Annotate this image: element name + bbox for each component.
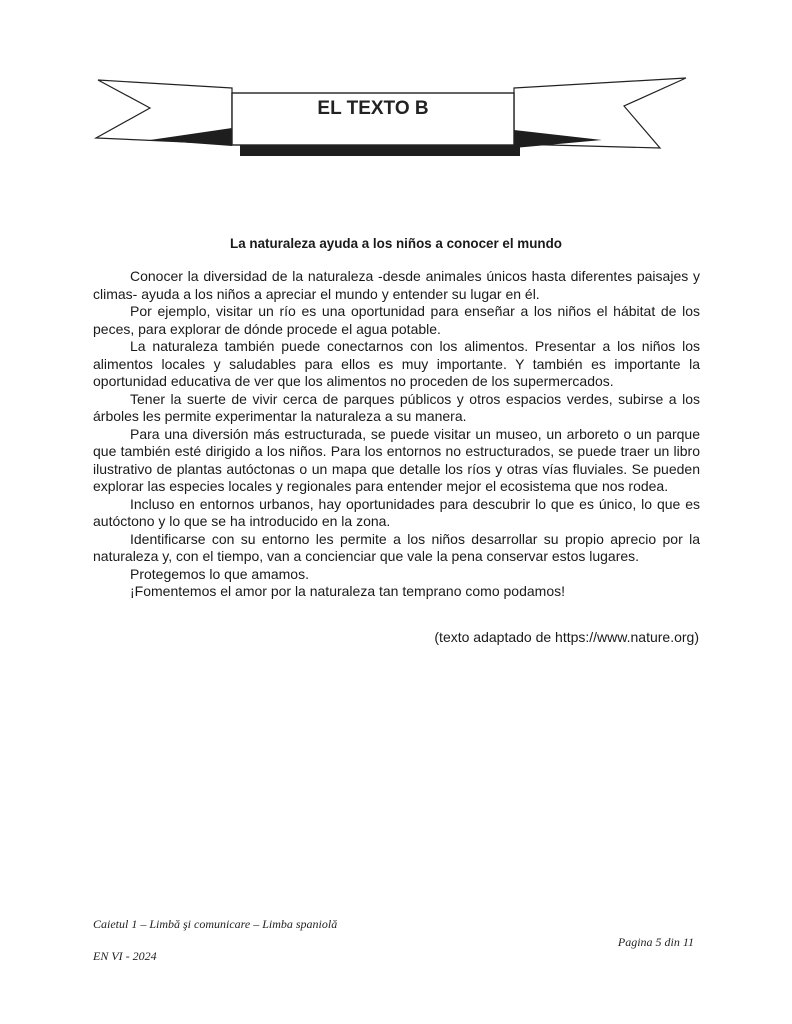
paragraph: Incluso en entornos urbanos, hay oportunidades para descubrir lo que es único, lo que es autóctono y lo que se ha introducido en la zona. — [93, 495, 700, 529]
paragraph: Conocer la diversidad de la naturaleza -desde animales únicos hasta diferentes paisajes y climas- ayuda a los niños a apreciar el mundo y entender su lugar en él. — [93, 268, 700, 302]
title-banner — [0, 0, 792, 180]
footer-exam: EN VI - 2024 — [93, 949, 157, 963]
footer-page-number: Pagina 5 din 11 — [617, 935, 694, 949]
paragraph: Protegemos lo que amamos. — [130, 565, 309, 582]
article-body — [93, 268, 700, 601]
paragraph: Por ejemplo, visitar un río es una oportunidad para enseñar a los niños el hábitat de los peces, para explorar de dónde procede el agua potable. — [93, 303, 700, 337]
paragraph: La naturaleza también puede conectarnos con los alimentos. Presentar a los niños los alimentos locales y saludables para ellos es muy importante. Y también es importante la oportunidad educativa de ver que los alimentos no proceden de los supermercados. — [93, 338, 700, 389]
banner-title: EL TEXTO B — [317, 98, 429, 119]
paragraph: Para una diversión más estructurada, se puede visitar un museo, un arboreto o un parque que también esté dirigido a los niños. Para los entornos no estructurados, se puede traer un libro ilustrativo de plantas autóctonas o un mapa que detalle los ríos y otras vías fluviales. Se pueden explorar las especies locales y regionales para entender mejor el ecosistema que nos rodea. — [93, 425, 700, 494]
footer-series: Caietul 1 – Limbă şi comunicare – Limba spaniolă — [93, 917, 338, 931]
paragraph: Tener la suerte de vivir cerca de parques públicos y otros espacios verdes, subirse a los árboles les permite experimentar la naturaleza a su manera. — [93, 390, 700, 424]
paragraph: Identificarse con su entorno les permite a los niños desarrollar su propio aprecio por la naturaleza y, con el tiempo, van a concienciar que vale la pena conservar estos lugares. — [93, 530, 700, 564]
source-citation: (texto adaptado de https://www.nature.org) — [434, 629, 699, 645]
article-title: La naturaleza ayuda a los niños a conocer el mundo — [230, 236, 562, 251]
paragraph: ¡Fomentemos el amor por la naturaleza tan temprano como podamos! — [130, 583, 565, 599]
